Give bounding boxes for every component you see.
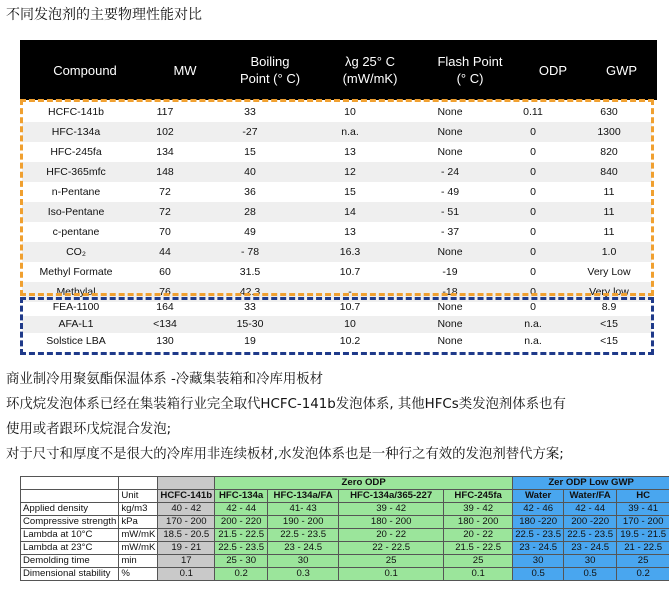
cell-boiling: 33: [244, 301, 256, 313]
value-cell: 41- 43: [268, 503, 339, 516]
cell-lambda: 15: [344, 186, 356, 198]
column-header: Water/FA: [564, 490, 617, 503]
value-cell: 170 - 200: [158, 516, 215, 529]
blank-cell: [21, 490, 119, 503]
header-mw: MW: [173, 62, 197, 78]
cell-boiling: 33: [244, 106, 256, 118]
value-cell: 22.5 - 23.5: [564, 529, 617, 542]
cell-boiling: 40: [244, 166, 256, 178]
value-cell: 22 - 22.5: [339, 542, 444, 555]
cell-odp: n.a.: [524, 318, 542, 330]
column-header-row: [21, 490, 669, 503]
table-row: [21, 555, 669, 568]
value-cell: 30: [268, 555, 339, 568]
cell-odp: 0: [530, 301, 536, 313]
row-unit: min: [119, 555, 158, 568]
table-row: [22, 316, 652, 333]
cell-flash: None: [437, 318, 463, 330]
cell-odp: 0: [530, 126, 536, 138]
cell-lambda: 10.7: [339, 301, 361, 313]
cell-mw: 72: [159, 186, 171, 198]
cell-boiling: 42.3: [239, 286, 261, 298]
blank-cell: [119, 477, 158, 490]
cell-flash: - 24: [440, 166, 460, 178]
cell-flash: - 51: [440, 206, 460, 218]
value-cell: 0.5: [564, 568, 617, 581]
cell-mw: 60: [159, 266, 171, 278]
value-cell: 19 - 21: [158, 542, 215, 555]
paragraph-2: 环戊烷发泡体系已经在集装箱行业完全取代HCFC-141b发泡体系, 其他HFCs类发泡剂体系也有: [6, 397, 566, 412]
cell-boiling: 28: [244, 206, 256, 218]
cell-boiling: 15: [244, 146, 256, 158]
blank-cell: [21, 477, 119, 490]
table-row: [22, 262, 652, 282]
cell-mw: 70: [159, 226, 171, 238]
table-row: [22, 122, 652, 142]
value-cell: 25 - 30: [215, 555, 268, 568]
column-header: HCFC-141b: [158, 490, 215, 503]
cell-boiling: 31.5: [239, 266, 261, 278]
cell-flash: None: [437, 335, 463, 347]
paragraph-3: 使用或者跟环戊烷混合发泡;: [6, 422, 172, 437]
page-title: 不同发泡剂的主要物理性能对比: [6, 7, 202, 23]
cell-gwp: 840: [600, 166, 618, 178]
cell-compound: n-Pentane: [51, 186, 101, 198]
value-cell: 25: [617, 555, 669, 568]
cell-flash: None: [437, 126, 463, 138]
header-boiling: Boiling Point (° C): [239, 54, 301, 86]
cell-gwp: 630: [600, 106, 618, 118]
value-cell: 42 - 46: [513, 503, 564, 516]
value-cell: 180 - 200: [444, 516, 513, 529]
row-unit: kPa: [119, 516, 158, 529]
header-lambda: λg 25° C (mW/mK): [342, 54, 398, 86]
table-row: [22, 102, 652, 122]
cell-gwp: <15: [600, 335, 618, 347]
cell-lambda: 10.7: [339, 266, 361, 278]
cell-flash: -18: [442, 286, 458, 298]
table-row: [21, 542, 669, 555]
cell-mw: 134: [156, 146, 174, 158]
cell-lambda: -: [348, 286, 352, 298]
blank-cell: [158, 477, 215, 490]
cell-odp: 0: [530, 206, 536, 218]
cell-flash: - 37: [440, 226, 460, 238]
row-label: Dimensional stability: [21, 568, 119, 581]
value-cell: 0.3: [268, 568, 339, 581]
value-cell: 25: [339, 555, 444, 568]
value-cell: 22.5 - 23.5: [268, 529, 339, 542]
column-header: Water: [513, 490, 564, 503]
value-cell: 21 - 22.5: [617, 542, 669, 555]
cell-mw: 164: [156, 301, 174, 313]
value-cell: 30: [564, 555, 617, 568]
cell-gwp: <15: [600, 318, 618, 330]
cell-odp: n.a.: [524, 335, 542, 347]
cell-compound: HFC-365mfc: [46, 166, 106, 178]
column-header: HFC-245fa: [444, 490, 513, 503]
cell-flash: None: [437, 146, 463, 158]
value-cell: 0.1: [444, 568, 513, 581]
cell-mw: 44: [159, 246, 171, 258]
column-header: HC: [617, 490, 669, 503]
cell-gwp: Very Low: [587, 266, 631, 278]
cell-lambda: 10.2: [339, 335, 361, 347]
cell-gwp: 11: [603, 206, 615, 218]
cell-mw: <134: [153, 318, 177, 330]
value-cell: 40 - 42: [158, 503, 215, 516]
cell-compound: Iso-Pentane: [47, 206, 105, 218]
cell-flash: None: [437, 106, 463, 118]
cell-mw: 117: [156, 106, 174, 118]
cell-lambda: 10: [344, 106, 356, 118]
cell-boiling: - 78: [240, 246, 260, 258]
cell-lambda: 14: [344, 206, 356, 218]
table-row: [21, 503, 669, 516]
cell-flash: None: [437, 301, 463, 313]
column-header: HFC-134a/FA: [268, 490, 339, 503]
row-label: Lambda at 10°C: [21, 529, 119, 542]
value-cell: 39 - 42: [339, 503, 444, 516]
cell-flash: - 49: [440, 186, 460, 198]
value-cell: 25: [444, 555, 513, 568]
cell-odp: 0: [530, 266, 536, 278]
value-cell: 17: [158, 555, 215, 568]
table-row: [21, 516, 669, 529]
value-cell: 39 - 42: [444, 503, 513, 516]
paragraph-1: 商业制冷用聚氨酯保温体系 -冷藏集装箱和冷库用板材: [6, 372, 324, 387]
cell-lambda: 10: [344, 318, 356, 330]
column-header: HFC-134a: [215, 490, 268, 503]
unit-header: Unit: [119, 490, 158, 503]
table-row: [22, 182, 652, 202]
paragraph-4: 对于尺寸和厚度不是很大的冷库用非连续板材,水发泡体系也是一种行之有效的发泡剂替代方案;: [6, 447, 564, 462]
cell-boiling: -27: [242, 126, 258, 138]
cell-compound: c-pentane: [52, 226, 100, 238]
cell-gwp: 1.0: [601, 246, 617, 258]
cell-compound: CO₂: [66, 246, 86, 258]
cell-odp: 0.11: [523, 106, 543, 118]
cell-flash: -19: [442, 266, 458, 278]
table-row: [22, 162, 652, 182]
cell-compound: HFC-134a: [51, 126, 101, 138]
cell-gwp: Very low: [589, 286, 629, 298]
cell-lambda: 13: [344, 146, 356, 158]
table-row: [22, 242, 652, 262]
value-cell: 180 - 200: [339, 516, 444, 529]
cell-odp: 0: [530, 146, 536, 158]
value-cell: 23 - 24.5: [268, 542, 339, 555]
table-row: [21, 568, 669, 581]
value-cell: 21.5 - 22.5: [215, 529, 268, 542]
row-unit: %: [119, 568, 158, 581]
value-cell: 23 - 24.5: [564, 542, 617, 555]
value-cell: 170 - 200: [617, 516, 669, 529]
cell-flash: None: [437, 246, 463, 258]
cell-compound: HFC-245fa: [50, 146, 102, 158]
cell-lambda: 12: [344, 166, 356, 178]
cell-boiling: 49: [244, 226, 256, 238]
cell-odp: 0: [530, 286, 536, 298]
group-header-row: [21, 477, 669, 490]
cell-boiling: 19: [244, 335, 256, 347]
table-row: [22, 142, 652, 162]
cell-lambda: n.a.: [341, 126, 359, 138]
cell-gwp: 1300: [597, 126, 621, 138]
value-cell: 20 - 22: [339, 529, 444, 542]
cell-mw: 102: [156, 126, 174, 138]
row-label: Compressive strength: [21, 516, 119, 529]
row-label: Applied density: [21, 503, 119, 516]
value-cell: 42 - 44: [564, 503, 617, 516]
value-cell: 22.5 - 23.5: [215, 542, 268, 555]
cell-compound: Solstice LBA: [46, 335, 106, 347]
table-row: [21, 529, 669, 542]
value-cell: 180 -220: [513, 516, 564, 529]
cell-mw: 148: [156, 166, 174, 178]
value-cell: 23 - 24.5: [513, 542, 564, 555]
value-cell: 42 - 44: [215, 503, 268, 516]
header-odp: ODP: [538, 62, 568, 78]
row-unit: kg/m3: [119, 503, 158, 516]
cell-mw: 76: [159, 286, 171, 298]
cell-boiling: 36: [244, 186, 256, 198]
cell-lambda: 16.3: [339, 246, 361, 258]
value-cell: 200 -220: [564, 516, 617, 529]
table-row: [22, 222, 652, 242]
value-cell: 0.2: [215, 568, 268, 581]
cell-compound: Methyl Formate: [39, 266, 113, 278]
cell-gwp: 11: [603, 186, 615, 198]
value-cell: 21.5 - 22.5: [444, 542, 513, 555]
value-cell: 22.5 - 23.5: [513, 529, 564, 542]
header-gwp: GWP: [605, 62, 638, 78]
table-row: [22, 333, 652, 350]
cell-compound: FEA-1100: [52, 301, 100, 313]
value-cell: 30: [513, 555, 564, 568]
value-cell: 20 - 22: [444, 529, 513, 542]
cell-compound: Methylal: [56, 286, 96, 298]
header-flash: Flash Point (° C): [437, 54, 503, 86]
group-zero-odp: Zero ODP: [215, 477, 513, 490]
row-unit: mW/mK: [119, 542, 158, 555]
cell-odp: 0: [530, 226, 536, 238]
value-cell: 0.2: [617, 568, 669, 581]
cell-boiling: 15-30: [236, 318, 264, 330]
cell-odp: 0: [530, 246, 536, 258]
column-header: HFC-134a/365-227: [339, 490, 444, 503]
row-unit: mW/mK: [119, 529, 158, 542]
table-header: [20, 40, 657, 100]
value-cell: 0.1: [158, 568, 215, 581]
cell-gwp: 11: [603, 226, 615, 238]
foam-property-table: [20, 476, 669, 581]
value-cell: 190 - 200: [268, 516, 339, 529]
cell-compound: HCFC-141b: [47, 106, 105, 118]
table-row: [22, 202, 652, 222]
cell-mw: 72: [159, 206, 171, 218]
cell-mw: 130: [156, 335, 174, 347]
value-cell: 19.5 - 21.5: [617, 529, 669, 542]
value-cell: 39 - 41: [617, 503, 669, 516]
value-cell: 0.1: [339, 568, 444, 581]
cell-gwp: 8.9: [601, 301, 617, 313]
group-low-gwp: Zer ODP Low GWP: [513, 477, 669, 490]
header-compound: Compound: [53, 62, 117, 78]
cell-odp: 0: [530, 186, 536, 198]
row-label: Demolding time: [21, 555, 119, 568]
cell-odp: 0: [530, 166, 536, 178]
cell-lambda: 13: [344, 226, 356, 238]
value-cell: 18.5 - 20.5: [158, 529, 215, 542]
value-cell: 200 - 220: [215, 516, 268, 529]
value-cell: 0.5: [513, 568, 564, 581]
cell-compound: AFA-L1: [58, 318, 94, 330]
row-label: Lambda at 23°C: [21, 542, 119, 555]
cell-gwp: 820: [600, 146, 618, 158]
table-row: [22, 299, 652, 316]
